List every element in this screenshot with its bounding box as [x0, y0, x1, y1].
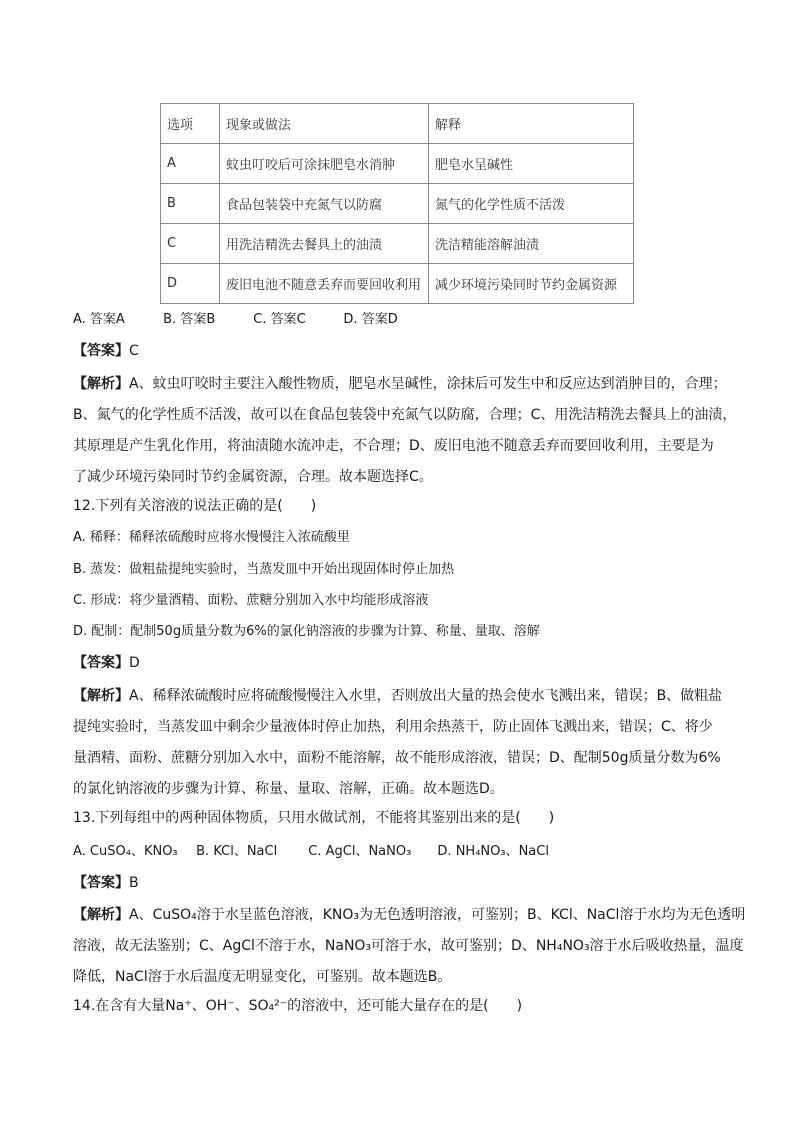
choice-a: A. 答案A: [73, 312, 125, 327]
table-cell: A: [161, 144, 220, 184]
table-cell: 洗洁精能溶解油渍: [429, 224, 634, 264]
answer-label: 【答案】: [73, 875, 129, 891]
answer-value: D: [129, 655, 140, 671]
table-row: [161, 264, 634, 304]
q12-option-a: A. 稀释：稀释浓硫酸时应将水慢慢注入浓硫酸里: [73, 530, 350, 545]
table-cell: 废旧电池不随意丢弃而要回收利用: [220, 264, 429, 304]
analysis-line: 其原理是产生乳化作用，将油渍随水流冲走，不合理；D、废旧电池不随意丢弃而要回收利用，主要是为: [73, 438, 714, 454]
analysis-line: [73, 681, 725, 712]
analysis-label: 【解析】: [73, 907, 129, 923]
q11-choices: [73, 310, 398, 330]
table-row: [161, 144, 634, 184]
q13-analysis: [73, 900, 746, 993]
analysis-text: A、稀释浓硫酸时应将硫酸慢慢注入水里，否则放出大量的热会使水飞溅出来，错误；B、做粗盐: [129, 688, 723, 704]
choice-b: B. 答案B: [163, 312, 216, 327]
table-cell: 用洗洁精洗去餐具上的油渍: [220, 224, 429, 264]
analysis-line: 降低，NaCl溶于水后温度无明显变化，可鉴别。故本题选B。: [73, 969, 452, 985]
answer-label: 【答案】: [73, 343, 129, 359]
q13-options: [73, 842, 549, 862]
q12-option-d: D. 配制：配制50g质量分数为6%的氯化钠溶液的步骤为计算、称量、量取、溶解: [73, 624, 540, 639]
q12-answer: [73, 653, 140, 673]
q11-analysis: [73, 369, 737, 493]
table-row: [161, 184, 634, 224]
analysis-line: 量酒精、面粉、蔗糖分别加入水中，面粉不能溶解，故不能形成溶液，错误；D、配制50g质量分数为6%: [73, 750, 721, 766]
table-cell: 氮气的化学性质不活泼: [429, 184, 634, 224]
choice-c: C. 答案C: [253, 312, 306, 327]
table-cell: 蚊虫叮咬后可涂抹肥皂水消肿: [220, 144, 429, 184]
q13-option-a: A. CuSO₄、KNO₃: [73, 844, 178, 859]
table-header-cell: 现象或做法: [220, 104, 429, 144]
q13-option-c: C. AgCl、NaNO₃: [308, 844, 412, 859]
analysis-line: 的氯化钠溶液的步骤为计算、称量、量取、溶解，正确。故本题选D。: [73, 781, 504, 797]
q12-option-b: B. 蒸发：做粗盐提纯实验时，当蒸发皿中开始出现固体时停止加热: [73, 562, 455, 577]
table-header-cell: 解释: [429, 104, 634, 144]
analysis-line: [73, 900, 746, 931]
table-header-cell: 选项: [161, 104, 220, 144]
table-cell: B: [161, 184, 220, 224]
q14-stem: 14.在含有大量Na⁺、OH⁻、SO₄²⁻的溶液中，还可能大量存在的是( ): [73, 998, 523, 1014]
analysis-text: A、蚊虫叮咬时主要注入酸性物质，肥皂水呈碱性，涂抹后可发生中和反应达到消肿目的，合理；: [129, 376, 727, 392]
q13-stem: 13.下列每组中的两种固体物质，只用水做试剂，不能将其鉴别出来的是( ): [73, 810, 555, 826]
analysis-label: 【解析】: [73, 688, 129, 704]
answer-label: 【答案】: [73, 655, 129, 671]
q12-analysis: [73, 681, 725, 805]
table-cell: D: [161, 264, 220, 304]
answer-value: C: [129, 343, 139, 359]
table-cell: 减少环境污染同时节约金属资源: [429, 264, 634, 304]
q11-answer: [73, 341, 139, 361]
table-row: [161, 224, 634, 264]
analysis-line: 溶液，故无法鉴别；C、AgCl不溶于水，NaNO₃可溶于水，故可鉴别；D、NH₄NO₃溶于水后吸收热量，温度: [73, 938, 744, 954]
table-cell: 肥皂水呈碱性: [429, 144, 634, 184]
q13-answer: [73, 873, 139, 893]
analysis-text: A、CuSO₄溶于水呈蓝色溶液，KNO₃为无色透明溶液，可鉴别；B、KCl、NaCl溶于水均为无色透明: [129, 907, 746, 923]
analysis-line: B、氮气的化学性质不活泼，故可以在食品包装袋中充氮气以防腐，合理；C、用洗洁精洗去餐具上的油渍，: [73, 407, 737, 423]
table-cell: C: [161, 224, 220, 264]
analysis-line: [73, 369, 725, 400]
q12-option-c: C. 形成：将少量酒精、面粉、蔗糖分别加入水中均能形成溶液: [73, 593, 429, 608]
q13-option-b: B. KCl、NaCl: [196, 844, 278, 859]
table-cell: 食品包装袋中充氮气以防腐: [220, 184, 429, 224]
q13-option-d: D. NH₄NO₃、NaCl: [437, 844, 549, 859]
choice-d: D. 答案D: [343, 312, 398, 327]
table-header-row: [161, 104, 634, 144]
analysis-line: 提纯实验时，当蒸发皿中剩余少量液体时停止加热，利用余热蒸干，防止固体飞溅出来，错误；C、将少: [73, 719, 713, 735]
analysis-line: 了减少环境污染同时节约金属资源，合理。故本题选择C。: [73, 469, 433, 485]
options-table: [160, 103, 634, 304]
answer-value: B: [129, 875, 139, 891]
q12-stem: 12.下列有关溶液的说法正确的是( ): [73, 498, 317, 514]
analysis-label: 【解析】: [73, 376, 129, 392]
